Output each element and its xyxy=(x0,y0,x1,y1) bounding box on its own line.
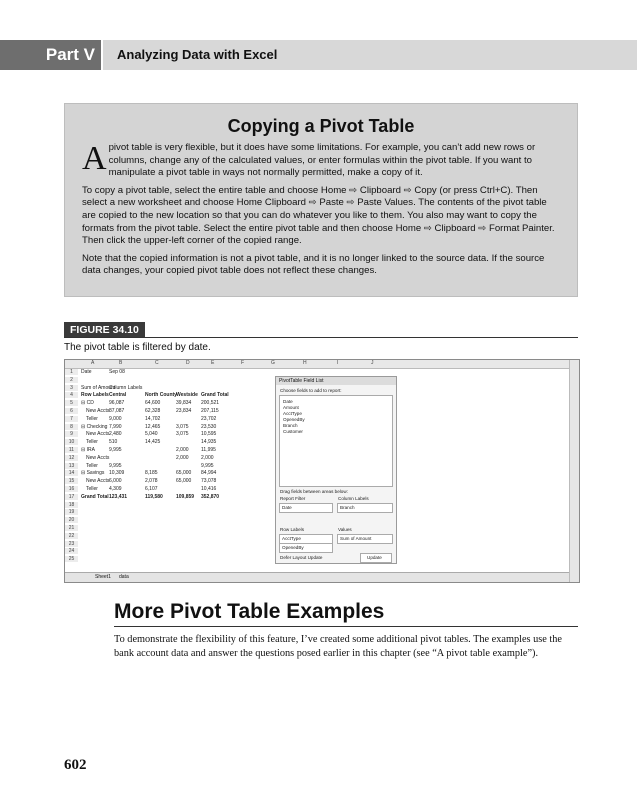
sheet-cell[interactable]: 3,075 xyxy=(176,431,189,438)
sheet-cell[interactable]: 14,425 xyxy=(145,439,161,446)
sheet-cell[interactable]: 96,087 xyxy=(109,400,125,407)
sheet-cell[interactable]: Row Labels xyxy=(81,392,109,399)
sheet-cell[interactable]: 6,000 xyxy=(109,478,122,485)
sheet-cell[interactable]: Grand Total xyxy=(201,392,229,399)
row-number[interactable]: 13 xyxy=(65,463,78,469)
field-checkbox[interactable]: Date xyxy=(283,399,293,404)
column-headers xyxy=(65,360,569,369)
row-labels-label: Row Labels xyxy=(280,527,305,532)
sheet-cell[interactable]: 10,416 xyxy=(201,486,217,492)
row-number[interactable]: 1 xyxy=(65,369,78,375)
sheet-cell[interactable]: 4,309 xyxy=(109,486,122,492)
sheet-cell[interactable]: 119,580 xyxy=(145,493,163,500)
sidebar-paragraph-3: Note that the copied information is not a pivot table, and it is no longer linked to the source data. If the source data changes, your copied pivot table does not reflect these changes. xyxy=(82,252,545,277)
column-header[interactable]: J xyxy=(371,360,374,366)
field-checkbox[interactable]: AcctType xyxy=(283,411,302,416)
row-number[interactable]: 5 xyxy=(65,400,78,406)
row-field-2: OpenedBy xyxy=(282,545,304,550)
sheet-cell[interactable]: 2,078 xyxy=(145,478,158,485)
section-body: To demonstrate the flexibility of this feature, I’ve created some additional pivot tables. The examples use the bank account data and answer the questions posed earlier in this chapter (see “A pivot table example”). xyxy=(114,634,563,659)
sheet-cell[interactable]: 2,000 xyxy=(176,454,189,461)
part-title: Analyzing Data with Excel xyxy=(103,40,637,70)
sheet-cell[interactable]: 2,000 xyxy=(176,447,189,453)
sheet-cell[interactable]: Teller xyxy=(86,439,98,446)
row-number[interactable]: 3 xyxy=(65,385,78,391)
figure-rule xyxy=(64,337,578,338)
row-number[interactable]: 9 xyxy=(65,431,78,437)
column-header[interactable]: E xyxy=(211,360,215,366)
sheet-cell[interactable]: 6,107 xyxy=(145,486,158,492)
sheet-cell[interactable]: 62,328 xyxy=(145,408,161,414)
row-number[interactable]: 4 xyxy=(65,392,78,398)
sheet-cell[interactable]: 39,834 xyxy=(176,400,192,407)
update-button[interactable] xyxy=(360,553,392,563)
sheet-cell[interactable]: 109,859 xyxy=(176,493,195,500)
running-header xyxy=(0,40,637,70)
sheet-cell[interactable]: 2,480 xyxy=(109,431,122,438)
sheet-cell[interactable]: 5,040 xyxy=(145,431,158,438)
sidebar-paragraph-1-text: pivot table is very flexible, but it does have some limitations. For example, you can’t add new rows or columns, change any of the calculated values, or enter formulas within the pivot table. If you want to manipulate a pivot table in ways not normally permitted, make a copy of it. xyxy=(108,142,536,179)
defer-layout-checkbox[interactable]: Defer Layout Update xyxy=(280,555,323,560)
sheet-cell[interactable]: 2,000 xyxy=(201,454,214,461)
column-header[interactable]: D xyxy=(186,360,190,366)
filter-field: Date xyxy=(282,505,292,510)
sheet-cell[interactable]: New Accts xyxy=(86,408,110,414)
sheet-cell[interactable]: 73,078 xyxy=(201,478,217,485)
filter-field-box[interactable] xyxy=(279,503,333,513)
sheet-cell[interactable]: North County xyxy=(145,392,177,399)
row-number[interactable]: 11 xyxy=(65,447,78,453)
sheet-cell[interactable]: 23,530 xyxy=(201,423,217,430)
row-number[interactable]: 22 xyxy=(65,533,78,539)
sheet-cell[interactable]: 352,870 xyxy=(201,493,220,500)
row-field-1: AcctType xyxy=(282,536,301,541)
report-filter-label: Report Filter xyxy=(280,496,306,501)
row-number[interactable]: 8 xyxy=(65,424,78,430)
column-header[interactable]: F xyxy=(241,360,245,366)
sheet-cell[interactable]: 14,702 xyxy=(145,415,161,422)
sheet-cell[interactable]: 23,834 xyxy=(176,408,192,414)
row-number[interactable]: 12 xyxy=(65,455,78,461)
sheet-cell[interactable]: 64,600 xyxy=(145,400,161,407)
drag-fields-label: Drag fields between areas below: xyxy=(280,489,348,494)
section-title: More Pivot Table Examples xyxy=(114,600,385,623)
pivot-screenshot xyxy=(64,359,580,583)
section-rule xyxy=(114,626,578,627)
sheet-cell[interactable]: 84,994 xyxy=(201,470,217,477)
row-number[interactable]: 14 xyxy=(65,470,78,476)
sheet-cell[interactable]: New Accts xyxy=(86,431,110,438)
sheet-cell[interactable]: New Accts xyxy=(86,478,110,485)
sheet-cell[interactable]: Grand Total xyxy=(81,493,109,500)
sheet-cell[interactable]: 510 xyxy=(109,439,118,446)
row-number[interactable]: 7 xyxy=(65,416,78,422)
row-number[interactable]: 18 xyxy=(65,502,78,508)
sheet-cell[interactable]: 7,990 xyxy=(109,423,122,430)
choose-fields-label: Choose fields to add to report: xyxy=(280,388,342,393)
fields-box xyxy=(279,395,393,487)
field-checkbox[interactable]: Customer xyxy=(283,429,303,434)
column-header[interactable]: B xyxy=(119,360,123,366)
row-field-box-2[interactable] xyxy=(279,543,333,553)
sheet-cell[interactable]: 11,995 xyxy=(201,447,216,453)
column-header[interactable]: C xyxy=(155,360,159,366)
sheet-cell[interactable]: 9,000 xyxy=(109,415,122,422)
sidebar-title: Copying a Pivot Table xyxy=(227,116,415,136)
figure-label: FIGURE 34.10 xyxy=(64,322,145,338)
row-number[interactable]: 23 xyxy=(65,541,78,547)
sheet-tab[interactable]: Sheet1 xyxy=(95,574,111,580)
sheet-cell[interactable]: Date xyxy=(81,369,92,375)
row-number[interactable]: 16 xyxy=(65,486,78,492)
sheet-tabs xyxy=(65,572,569,582)
sidebar-body xyxy=(82,142,561,283)
sheet-cell[interactable]: 14,935 xyxy=(201,439,217,446)
sheet-cell[interactable]: 10,595 xyxy=(201,431,217,438)
sheet-cell[interactable]: 200,521 xyxy=(201,400,220,407)
sheet-cell[interactable]: Sum of Amount xyxy=(81,384,116,391)
sheet-cell[interactable]: 10,309 xyxy=(109,470,125,477)
sheet-cell[interactable]: 9,995 xyxy=(109,462,122,469)
sheet-cell[interactable]: Teller xyxy=(86,486,98,492)
sheet-cell[interactable]: Teller xyxy=(86,415,98,422)
field-list-title: PivotTable Field List xyxy=(276,377,396,385)
sheet-cell[interactable]: Sep 08 xyxy=(109,369,125,375)
field-checkbox[interactable]: Branch xyxy=(283,423,298,428)
row-number[interactable]: 10 xyxy=(65,439,78,445)
sheet-cell[interactable]: 8,185 xyxy=(145,470,158,477)
sheet-cell[interactable]: New Accts xyxy=(86,454,110,461)
sheet-cell[interactable]: ⊟ Savings xyxy=(81,470,105,477)
figure-caption: The pivot table is filtered by date. xyxy=(64,342,211,353)
sheet-cell[interactable]: 9,995 xyxy=(109,447,122,453)
row-number[interactable]: 2 xyxy=(65,377,78,383)
column-header[interactable]: G xyxy=(271,360,275,366)
row-number[interactable]: 24 xyxy=(65,548,78,554)
row-number[interactable]: 19 xyxy=(65,509,78,515)
values-field-box[interactable] xyxy=(337,534,393,544)
sheet-cell[interactable]: 23,702 xyxy=(201,415,217,422)
row-number[interactable]: 20 xyxy=(65,517,78,523)
sheet-cell[interactable]: 65,000 xyxy=(176,478,192,485)
values-field: Sum of Amount xyxy=(340,536,372,541)
sheet-cell[interactable]: 207,115 xyxy=(201,408,219,414)
values-label: Values xyxy=(338,527,352,532)
sheet-cell[interactable]: Westside xyxy=(176,392,198,399)
sheet-cell[interactable]: 87,087 xyxy=(109,408,125,414)
sidebar-paragraph-2: To copy a pivot table, select the entire table and choose Home ⇨ Clipboard ⇨ Copy (or press Ctrl+C). Then select a new worksheet and choose Home Clipboard ⇨ Paste ⇨ Paste Values. The contents of the pivot table are copied to the new location so that you can do whatever you like to them. You also may want to copy the formats from the pivot table. Select the entire pivot table and then choose Home ⇨ Clipboard ⇨ Format Painter. Then click the upper-left corner of the copied range. xyxy=(82,184,555,247)
field-checkbox[interactable]: Amount xyxy=(283,405,299,410)
sheet-cell[interactable]: Teller xyxy=(86,462,98,469)
sheet-cell[interactable]: Central xyxy=(109,392,127,399)
column-field: Branch xyxy=(340,505,355,510)
column-field-box[interactable] xyxy=(337,503,393,513)
sheet-cell[interactable]: 123,431 xyxy=(109,493,128,500)
sheet-tab[interactable]: data xyxy=(119,574,129,580)
row-number[interactable]: 17 xyxy=(65,494,78,500)
sheet-cell[interactable]: ⊟ IRA xyxy=(81,447,95,453)
field-list-pane xyxy=(275,376,397,564)
page-number: 602 xyxy=(64,757,87,773)
column-header[interactable]: A xyxy=(91,360,95,366)
sheet-cell[interactable]: 12,465 xyxy=(145,423,161,430)
vertical-scrollbar[interactable] xyxy=(569,360,579,582)
sheet-cell[interactable]: 65,000 xyxy=(176,470,192,477)
field-checkbox[interactable]: OpenedBy xyxy=(283,417,305,422)
sheet-cell[interactable]: ⊟ Checking xyxy=(81,423,108,430)
row-number[interactable]: 6 xyxy=(65,408,78,414)
sheet-cell[interactable]: 9,995 xyxy=(201,462,214,469)
update-label: Update xyxy=(367,555,382,560)
sheet-cell[interactable]: ⊟ CD xyxy=(81,400,94,407)
column-header[interactable]: H xyxy=(303,360,307,366)
drop-cap: A xyxy=(82,140,107,177)
row-number[interactable]: 21 xyxy=(65,525,78,531)
column-header[interactable]: I xyxy=(337,360,339,366)
row-number[interactable]: 25 xyxy=(65,556,78,562)
sidebar-paragraph-1 xyxy=(82,142,561,180)
column-labels-label: Column Labels xyxy=(338,496,369,501)
part-label: Part V xyxy=(0,40,101,70)
sheet-cell[interactable]: 3,075 xyxy=(176,423,189,430)
row-number[interactable]: 15 xyxy=(65,478,78,484)
sheet-cell[interactable]: Column Labels xyxy=(109,384,143,391)
sidebar-box xyxy=(64,103,578,297)
